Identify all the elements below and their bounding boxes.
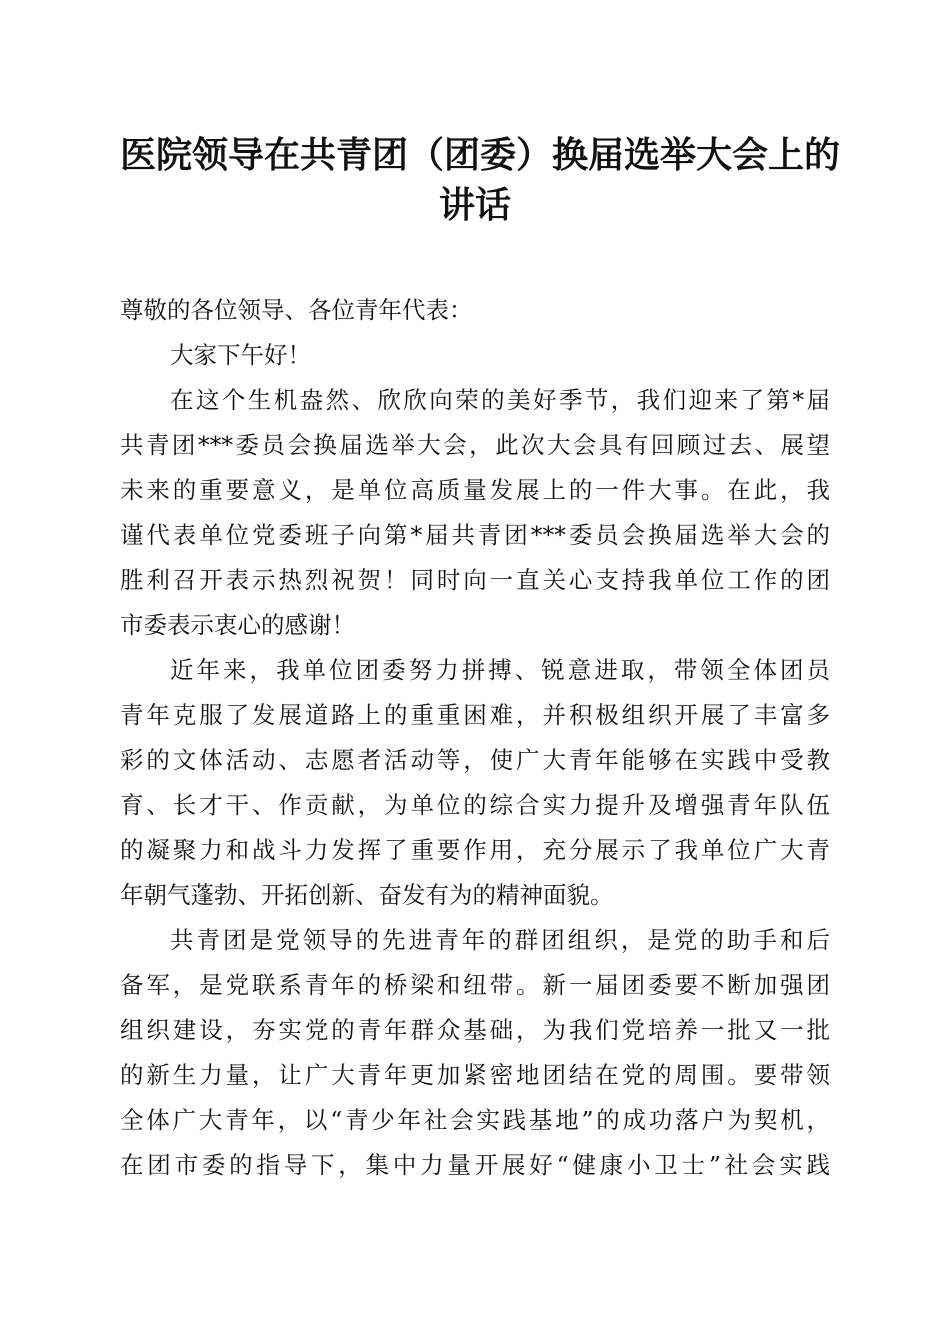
paragraph-3: [120, 918, 830, 1188]
paragraph-line: 未来的重要意义，是单位高质量发展上的一件大事。在此，我: [120, 476, 830, 504]
document-body: [120, 288, 830, 1188]
document-page: [120, 130, 841, 1188]
salutation: [120, 288, 830, 333]
paragraph-line: 在这个生机盎然、欣欣向荣的美好季节，我们迎来了第*届: [170, 386, 830, 414]
paragraph-line: 在团市委的指导下，集中力量开展好“健康小卫士”社会实践: [120, 1151, 830, 1179]
paragraph-line: 全体广大青年，以“青少年社会实践基地”的成功落户为契机，: [120, 1106, 830, 1134]
paragraph-2: [120, 648, 830, 918]
paragraph-line: 共青团***委员会换届选举大会，此次大会具有回顾过去、展望: [120, 431, 830, 459]
paragraph-line: 近年来，我单位团委努力拼搏、锐意进取，带领全体团员: [170, 656, 830, 684]
paragraph-line: 青年克服了发展道路上的重重困难，并积极组织开展了丰富多: [120, 701, 830, 729]
paragraph-line: 的新生力量，让广大青年更加紧密地团结在党的周围。要带领: [120, 1061, 830, 1089]
paragraph-line: 市委表示衷心的感谢！: [120, 611, 355, 639]
paragraph-line: 育、长才干、作贡献，为单位的综合实力提升及增强青年队伍: [120, 791, 830, 819]
paragraph-line: 彩的文体活动、志愿者活动等，使广大青年能够在实践中受教: [120, 746, 830, 774]
paragraph-line: 的凝聚力和战斗力发挥了重要作用，充分展示了我单位广大青: [120, 836, 830, 864]
paragraph-line: 备军，是党联系青年的桥梁和纽带。新一届团委要不断加强团: [120, 971, 830, 999]
greeting: [120, 333, 830, 378]
paragraph-line: 组织建设，夯实党的青年群众基础，为我们党培养一批又一批: [120, 1016, 830, 1044]
greeting-line: 大家下午好！: [170, 341, 311, 369]
title-line-2: 讲话: [438, 184, 511, 226]
paragraph-line: 谨代表单位党委班子向第*届共青团***委员会换届选举大会的: [120, 521, 830, 549]
title-line-1: 医院领导在共青团（团委）换届选举大会上的: [120, 134, 841, 176]
document-title: [120, 130, 841, 230]
salutation-line: 尊敬的各位领导、各位青年代表：: [120, 296, 473, 324]
paragraph-1: [120, 378, 830, 648]
paragraph-line: 胜利召开表示热烈祝贺！同时向一直关心支持我单位工作的团: [120, 566, 830, 594]
paragraph-line: 年朝气蓬勃、开拓创新、奋发有为的精神面貌。: [120, 881, 614, 909]
paragraph-line: 共青团是党领导的先进青年的群团组织，是党的助手和后: [170, 926, 830, 954]
